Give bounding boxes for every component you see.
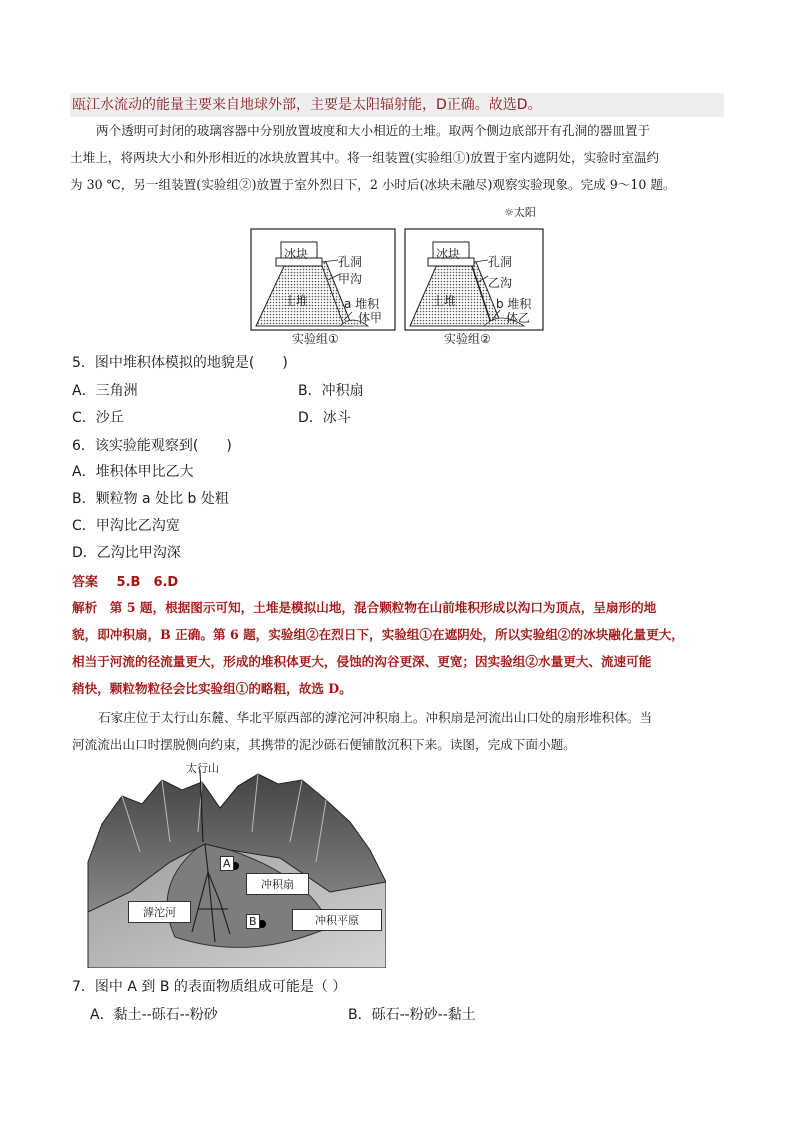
q5-option-c[interactable]: C．沙丘 [72,410,124,426]
answer-label: 答案 [72,575,99,590]
hole-label-1: 孔洞 [338,255,363,269]
deposit-label-a2: 体甲 [358,311,383,325]
ice-label-1: 冰块 [284,247,309,261]
mountain-label: 太行山 [186,762,219,775]
intro2-line-1: 石家庄位于太行山东麓、华北平原西部的滹沱河冲积扇上。冲积扇是河流出山口处的扇形堆积体。当 [98,710,653,725]
q6-option-b[interactable]: B．颗粒物 a 处比 b 处粗 [72,491,229,507]
hole-label-2: 孔洞 [488,255,513,269]
intro-line-1: 两个透明可封闭的玻璃容器中分别放置坡度和大小相近的土堆。取两个侧边底部开有孔洞的器皿置于 [96,123,651,138]
question-6-stem: 6．该实验能观察到( ) [72,438,232,454]
point-a-label: A [220,856,234,871]
intro-line-2: 土堆上，将两块大小和外形相近的冰块放置其中。将一组装置(实验组①)放置于室内遮阴处，实验时室温约 [70,150,660,165]
q5-option-a[interactable]: A．三角洲 [72,383,138,399]
explanation-label: 解析 [72,600,98,615]
experiment-figure [248,202,548,346]
ice-label-2: 冰块 [436,247,461,261]
q6-option-a[interactable]: A．堆积体甲比乙大 [72,464,194,480]
deposit-label-b: b 堆积 [496,297,532,311]
plain-label: 冲积平原 [292,909,382,931]
ditch-label-2: 乙沟 [488,276,513,290]
answer-banner: 瓯江水流动的能量主要来自地球外部，主要是太阳辐射能，D正确。故选D。 [70,93,724,117]
explanation-line-2: 貌，即冲积扇，B 正确。第 6 题，实验组②在烈日下，实验组①在遮阴处，所以实验组②的冰块融化量更大， [72,627,684,642]
q5-option-d[interactable]: D．冰斗 [298,410,351,426]
alluvial-fan-figure [80,762,386,968]
sun-label: ☼太阳 [504,206,536,219]
intro-paragraph-1 [70,117,730,198]
intro-line-3: 为 30 ℃，另一组装置(实验组②)放置于室外烈日下，2 小时后(冰块未融尽)观察实验现象。完成 9～10 题。 [70,177,676,192]
q6-option-c[interactable]: C．甲沟比乙沟宽 [72,518,180,534]
question-5-stem: 5．图中堆积体模拟的地貌是( ) [72,355,288,371]
intro2-line-2: 河流流出山口时摆脱侧向约束，其携带的泥沙砾石便铺散沉积下来。读图，完成下面小题。 [72,737,576,752]
caption-exp-2: 实验组② [444,332,491,346]
mound-label-2: 土堆 [432,294,457,308]
answer-text: 5.B 6.D [116,575,179,590]
explanation-line-4: 稍快，颗粒物粒径会比实验组①的略粗，故选 D。 [72,681,352,696]
river-label: 滹沱河 [128,901,191,923]
explanation [72,594,732,702]
explanation-line-1: 第 5 题，根据图示可知，土堆是模拟山地，混合颗粒物在山前堆积形成以沟口为顶点，呈扇形的地 [109,600,657,615]
q7-option-b[interactable]: B．砾石--粉砂--黏土 [348,1007,476,1023]
explanation-line-3: 相当于河流的径流量更大，形成的堆积体更大，侵蚀的沟谷更深、更宽；因实验组②水量更大、流速可能 [72,654,652,669]
mound-label-1: 土堆 [284,294,309,308]
q6-option-d[interactable]: D．乙沟比甲沟深 [72,545,181,561]
q5-option-b[interactable]: B．冲积扇 [298,383,364,399]
fan-label: 冲积扇 [246,873,309,895]
ditch-label-1: 甲沟 [338,272,363,286]
point-b-label: B [246,914,260,929]
intro-paragraph-2 [72,704,732,758]
deposit-label-b2: 体乙 [506,311,531,325]
deposit-label-a: a 堆积 [344,297,380,311]
question-7-stem: 7．图中 A 到 B 的表面物质组成可能是（ ） [72,979,347,995]
caption-exp-1: 实验组① [292,332,339,346]
answer-line [72,571,178,590]
q7-option-a[interactable]: A．黏土--砾石--粉砂 [90,1007,218,1023]
